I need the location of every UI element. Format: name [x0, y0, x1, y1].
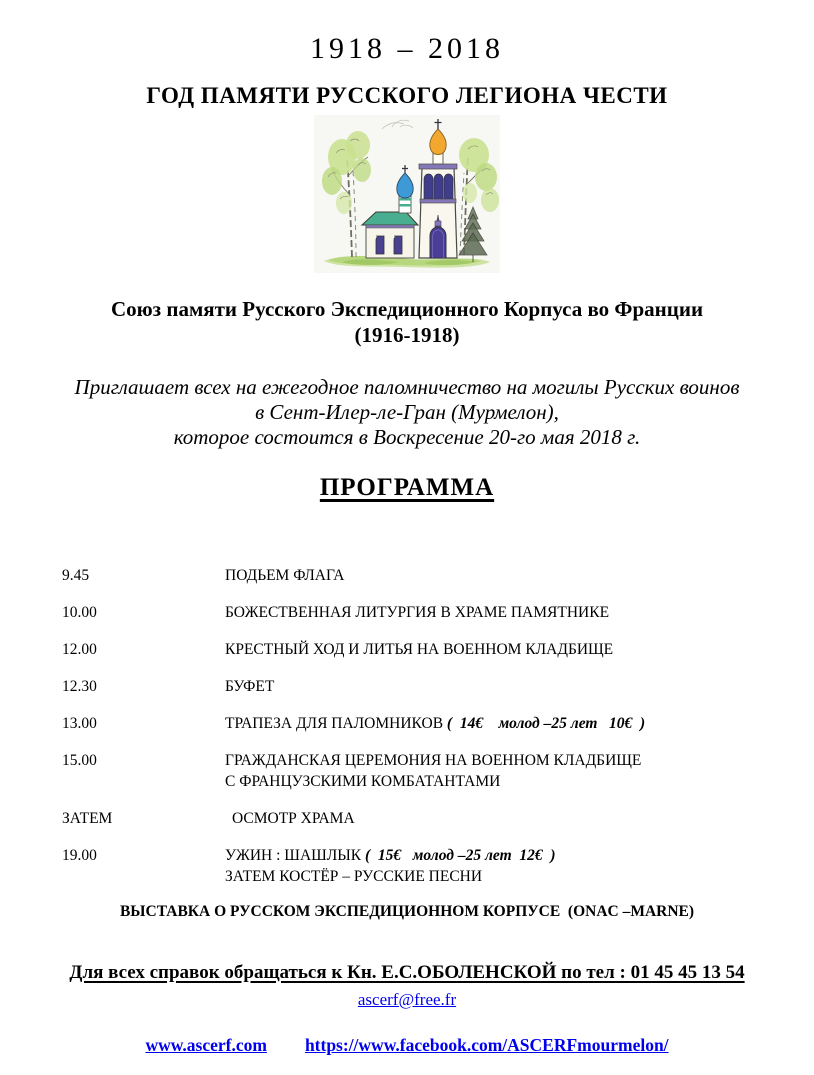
invitation-line2: в Сент-Илер-ле-Гран (Мурмелон),: [255, 400, 559, 424]
association-years: (1916-1918): [354, 323, 460, 347]
footer-links: [0, 1035, 814, 1056]
program-schedule: [0, 565, 814, 887]
program-activity: ГРАЖДАНСКАЯ ЦЕРЕМОНИЯ НА ВОЕННОМ КЛАДБИЩЕ: [225, 751, 642, 769]
program-activity: БУФЕТ: [225, 677, 275, 695]
website-link[interactable]: www.ascerf.com: [145, 1034, 267, 1055]
contact-block: [0, 959, 814, 1013]
program-row: [62, 713, 814, 734]
program-activity: ТРАПЕЗА ДЛЯ ПАЛОМНИКОВ: [225, 714, 444, 732]
program-row: [62, 565, 814, 586]
association-name: Союз памяти Русского Экспедиционного Корпуса во Франции: [110, 297, 704, 321]
program-time: 19.00: [62, 846, 97, 864]
program-activity-with-price: [225, 845, 814, 866]
program-row: [62, 639, 814, 660]
email-link[interactable]: ascerf@free.fr: [357, 989, 457, 1009]
belfry-arches: [424, 174, 453, 199]
church-svg: [314, 115, 500, 273]
association-title: [0, 296, 814, 348]
program-row: [62, 676, 814, 697]
facebook-link[interactable]: https://www.facebook.com/ASCERFmourmelon/: [304, 1034, 669, 1055]
program-time: 13.00: [62, 714, 97, 732]
invitation-text: [0, 375, 814, 450]
program-activity: ПОДЬЕМ ФЛАГА: [225, 566, 345, 584]
program-price: ( 15€ молод –25 лет 12€ ): [365, 846, 556, 864]
program-row: [62, 808, 814, 829]
program-activity: КРЕСТНЫЙ ХОД И ЛИТЬЯ НА ВОЕННОМ КЛАДБИЩЕ: [225, 640, 614, 658]
contact-email-line: [0, 986, 814, 1013]
program-activity-line2: ЗАТЕМ КОСТЁР – РУССКИЕ ПЕСНИ: [225, 867, 483, 885]
program-price: ( 14€ молод –25 лет 10€ ): [446, 714, 646, 732]
program-row: [62, 845, 814, 887]
program-activity: УЖИН : ШАШЛЫК: [225, 846, 362, 864]
program-heading: ПРОГРАММА: [319, 474, 495, 501]
program-time: 15.00: [62, 751, 97, 769]
invitation-line3: которое состоится в Воскресение 20-го мая 2018 г.: [173, 425, 641, 449]
contact-info-line: Для всех справок обращаться к Кн. Е.С.ОБОЛЕНСКОЙ по тел : 01 45 45 13 54: [69, 961, 745, 983]
program-activity-group: [225, 750, 814, 792]
program-activity: БОЖЕСТВЕННАЯ ЛИТУРГИЯ В ХРАМЕ ПАМЯТНИКЕ: [225, 603, 610, 621]
page-title: 1918 – 2018: [310, 32, 504, 65]
program-time: 12.00: [62, 640, 97, 658]
invitation-line1: Приглашает всех на ежегодное паломничество на могилы Русских воинов: [74, 375, 740, 399]
program-activity-group: [225, 845, 814, 887]
program-activity: ОСМОТР ХРАМА: [232, 809, 355, 827]
exhibition-note: ВЫСТАВКА О РУССКОМ ЭКСПЕДИЦИОННОМ КОРПУСЕ (ONAC –MARNE): [119, 902, 695, 920]
program-activity-group: [225, 713, 814, 734]
program-time: 12.30: [62, 677, 97, 695]
program-row: [62, 750, 814, 792]
church-illustration: [0, 115, 814, 278]
program-time: 10.00: [62, 603, 97, 621]
program-row: [62, 602, 814, 623]
program-activity-line2: С ФРАНЦУЗСКИМИ КОМБАТАНТАМИ: [225, 772, 501, 790]
program-time: ЗАТЕМ: [62, 809, 113, 827]
program-time: 9.45: [62, 566, 90, 584]
page-subtitle: ГОД ПАМЯТИ РУССКОГО ЛЕГИОНА ЧЕСТИ: [146, 83, 668, 108]
